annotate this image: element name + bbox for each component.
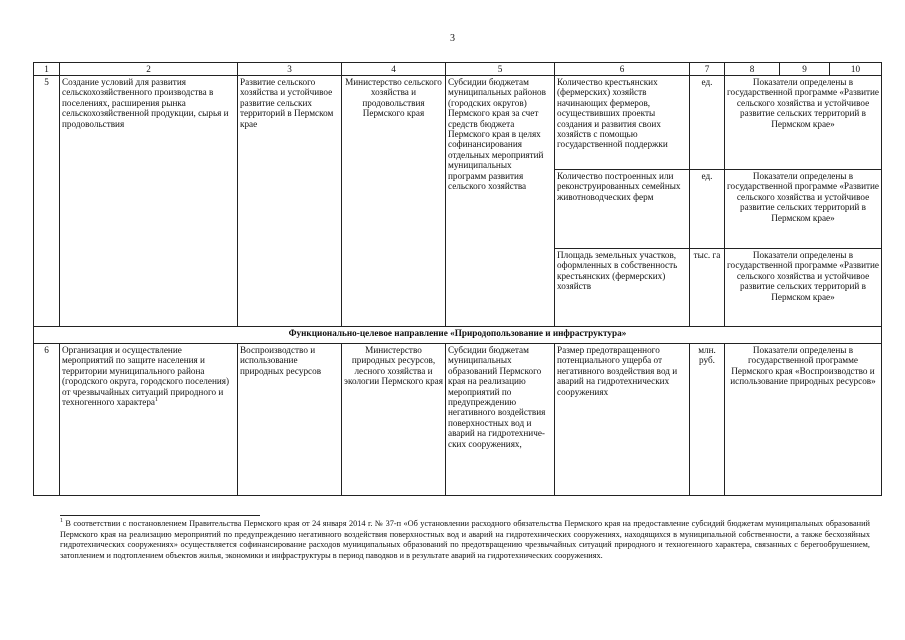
indicator-cell: Количество крестьянских (фермерских) хозяйств начинающих фермеров, осуществивших проекты создания и развития своих хозяйств с помощью государственной поддержки: [555, 76, 690, 170]
table-row: [34, 344, 882, 496]
header-cell: 4: [342, 63, 446, 76]
header-cell: 9: [780, 63, 830, 76]
unit-cell: млн. руб.: [690, 344, 725, 496]
page-number: 3: [450, 33, 455, 44]
programs-table: [33, 62, 882, 496]
subsidy-cell: Субсидии бюджетам муниципальных образований Пермского края на реализацию мероприятий по предупреждению негативного воздействия поверхностных вод и аварий на гидротехниче-ских сооружениях,: [446, 344, 555, 496]
section-title: Функционально-целевое направление «Природопользование и инфраструктура»: [34, 327, 882, 344]
indicator-cell: Количество построенных или реконструированных семейных животноводческих ферм: [555, 170, 690, 249]
header-cell: 10: [830, 63, 882, 76]
footnote-text: В соответствии с постановлением Правительства Пермского края от 24 января 2014 г. № 37-п «Об установлении расходного обязательства Пермского края на предоставление субсидий бюджетам муниципальных образований Пермского края на реализацию мероприятий по предупреждению негативного воздействия поверхностных вод и аварий на гидротехнических сооружениях, находящихся в муниципальной собственности, а также бесхозяйных гидротехнических сооружениях» осуществляется софинансирование расходов муниципальных образований по предотвращению чрезвычайных ситуаций природного и техногенного характера, связанных с берегообрушением, затоплением и подтоплением объектов жилья, экономики и инфраструктуры в период паводков и в результате аварий на гидротехнических сооружениях.: [60, 519, 870, 560]
indicator-note: Показатели определены в государственной программе Пермского края «Воспроизводство и использование природных ресурсов»: [725, 344, 882, 496]
unit-cell: тыс. га: [690, 249, 725, 327]
header-cell: 7: [690, 63, 725, 76]
ministry-cell: Министерство природных ресурсов, лесного хозяйства и экологии Пермского края: [342, 344, 446, 496]
header-cell: 3: [238, 63, 342, 76]
header-cell: 1: [34, 63, 60, 76]
footnote: [60, 519, 870, 561]
row-number: 5: [34, 76, 60, 327]
header-cell: 5: [446, 63, 555, 76]
program-cell: Развитие сельского хозяйства и устойчивое развитие сельских территорий в Пермском крае: [238, 76, 342, 327]
header-cell: 8: [725, 63, 780, 76]
footnote-ref: 1: [155, 396, 158, 403]
indicator-note: Показатели определены в государственной программе «Развитие сельского хозяйства и устойчивое развитие сельских территорий в Пермском крае»: [725, 170, 882, 249]
indicator-cell: Площадь земельных участков, оформленных в собственность крестьянских (фермерских) хозяйств: [555, 249, 690, 327]
indicator-note: Показатели определены в государственной программе «Развитие сельского хозяйства и устойчивое развитие сельских территорий в Пермском крае»: [725, 76, 882, 170]
row-number: 6: [34, 344, 60, 496]
unit-cell: ед.: [690, 76, 725, 170]
ministry-cell: Министерство сельского хозяйства и продовольствия Пермского края: [342, 76, 446, 327]
header-cell: 2: [60, 63, 238, 76]
header-row: [34, 63, 882, 76]
subsidy-cell: Субсидии бюджетам муниципальных районов (городских округов) Пермского края за счет средств бюджета Пермского края в целях софинансирования отдельных мероприятий муниципальных программ развития сельского хозяйства: [446, 76, 555, 327]
footnote-divider: [60, 515, 260, 516]
table-row: [34, 76, 882, 170]
indicator-note: Показатели определены в государственной программе «Развитие сельского хозяйства и устойчивое развитие сельских территорий в Пермском крае»: [725, 249, 882, 327]
section-row: [34, 327, 882, 344]
task-cell: [60, 344, 238, 496]
task-cell: Создание условий для развития сельскохозяйственного производства в поселениях, расширения рынка сельскохозяйственной продукции, сырья и продовольствия: [60, 76, 238, 327]
task-text: Организация и осуществление мероприятий по защите населения и территории муниципального района (городского округа, городского поселения) от чрезвычайных ситуаций природного и техногенного характера: [62, 345, 230, 408]
unit-cell: ед.: [690, 170, 725, 249]
indicator-cell: Размер предотвращенного потенциального ущерба от негативного воздействия вод и аварий на гидротехнических сооружениях: [555, 344, 690, 496]
footnote-mark: 1: [60, 518, 63, 525]
program-cell: Воспроизводство и использование природных ресурсов: [238, 344, 342, 496]
header-cell: 6: [555, 63, 690, 76]
